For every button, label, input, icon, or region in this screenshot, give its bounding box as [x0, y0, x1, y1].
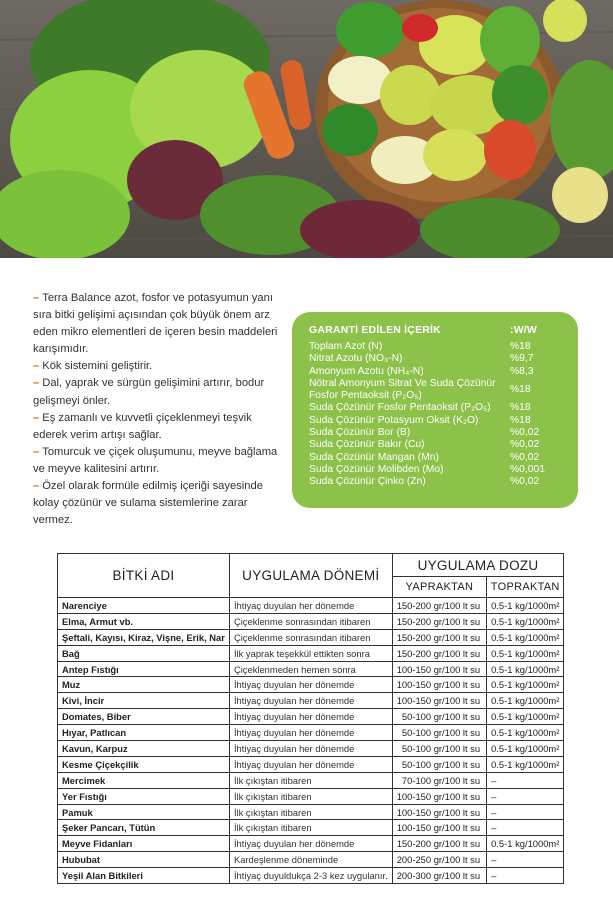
guarantee-row-name: Suda Çözünür Bakır (Cu) — [309, 439, 425, 451]
guarantee-row-value: %9,7 — [510, 353, 534, 365]
plant-cell: Narenciye — [58, 598, 230, 614]
soil-dose-cell: – — [487, 772, 564, 788]
plant-cell: Kavun, Karpuz — [58, 741, 230, 757]
soil-dose-cell: 0.5-1 kg/1000m² — [487, 741, 564, 757]
plant-cell: Kivi, İncir — [58, 693, 230, 709]
leaf-dose-cell: 100-150 gr/100 lt su — [392, 661, 486, 677]
plant-cell: Meyve Fidanları — [58, 836, 230, 852]
table-row — [58, 868, 564, 884]
plant-cell: Yer Fıstığı — [58, 788, 230, 804]
period-cell: Çiçeklenmeden hemen sonra — [229, 661, 392, 677]
period-cell: İhtiyaç duyulan her dönemde — [229, 677, 392, 693]
plant-cell: Şeker Pancarı, Tütün — [58, 820, 230, 836]
guarantee-row-name: Suda Çözünür Mangan (Mn) — [309, 451, 439, 463]
plant-cell: Yeşil Alan Bitkileri — [58, 868, 230, 884]
guarantee-row-name: Suda Çözünür Potasyum Oksit (K₂O) — [309, 414, 479, 426]
plant-cell: Mercimek — [58, 772, 230, 788]
guarantee-row-value: %0,02 — [510, 427, 540, 439]
plant-cell: Bağ — [58, 645, 230, 661]
guarantee-title: GARANTİ EDİLEN İÇERİK — [309, 324, 441, 336]
period-cell: İhtiyaç duyulan her dönemde — [229, 725, 392, 741]
table-row — [58, 852, 564, 868]
leaf-dose-cell: 150-200 gr/100 lt su — [392, 836, 486, 852]
guarantee-row — [309, 353, 562, 365]
benefit-item: – Özel olarak formüle edilmiş içeriği sayesinde kolay çözünür ve sulama sistemlerine zarar vermez. — [33, 480, 263, 527]
leaf-dose-cell: 150-200 gr/100 lt su — [392, 629, 486, 645]
guarantee-row-value: %0,02 — [510, 439, 540, 451]
plant-cell: Pamuk — [58, 804, 230, 820]
guarantee-row — [309, 402, 562, 414]
guarantee-row — [309, 378, 562, 403]
soil-dose-cell: 0.5-1 kg/1000m² — [487, 693, 564, 709]
guarantee-row-value: %0,02 — [510, 476, 540, 488]
soil-dose-cell: 0.5-1 kg/1000m² — [487, 645, 564, 661]
table-row — [58, 725, 564, 741]
guarantee-row-name: Suda Çözünür Molibden (Mo) — [309, 463, 444, 475]
soil-dose-cell: – — [487, 852, 564, 868]
table-row — [58, 661, 564, 677]
period-cell: İlk çıkıştan itibaren — [229, 788, 392, 804]
guarantee-row-name: Toplam Azot (N) — [309, 341, 383, 352]
period-cell: İlk yaprak teşekkül ettikten sonra — [229, 645, 392, 661]
leaf-dose-cell: 150-200 gr/100 lt su — [392, 645, 486, 661]
table-row — [58, 820, 564, 836]
soil-dose-cell: – — [487, 820, 564, 836]
benefits-list — [33, 290, 278, 529]
table-row — [58, 645, 564, 661]
guarantee-row-value: %18 — [510, 402, 531, 414]
leaf-dose-cell: 150-200 gr/100 lt su — [392, 598, 486, 614]
soil-dose-cell: 0.5-1 kg/1000m² — [487, 629, 564, 645]
plant-cell: Kesme Çiçekçilik — [58, 756, 230, 772]
table-row — [58, 693, 564, 709]
plant-cell: Antep Fıstığı — [58, 661, 230, 677]
period-cell: İhtiyaç duyulan her dönemde — [229, 741, 392, 757]
guarantee-row-value: %8,3 — [510, 365, 534, 377]
period-cell: İhtiyaç duyulan her dönemde — [229, 709, 392, 725]
guarantee-row-name: Suda Çözünür Bor (B) — [309, 427, 411, 439]
guarantee-unit: :W/W — [510, 324, 538, 336]
guarantee-row — [309, 366, 562, 378]
soil-dose-cell: 0.5-1 kg/1000m² — [487, 598, 564, 614]
table-row — [58, 804, 564, 820]
plant-cell: Hıyar, Patlıcan — [58, 725, 230, 741]
plant-cell: Muz — [58, 677, 230, 693]
table-body — [58, 598, 564, 884]
leaf-dose-cell: 100-150 gr/100 lt su — [392, 820, 486, 836]
guarantee-row — [309, 452, 562, 464]
guarantee-row-name: Suda Çözünür Fosfor Pentaoksit (P₂O₅) — [309, 402, 491, 414]
guarantee-row-name: Nitrat Azotu (NO₃-N) — [309, 353, 403, 365]
guarantee-row-name: Suda Çözünür Çinko (Zn) — [309, 476, 426, 488]
plant-cell: Elma, Armut vb. — [58, 613, 230, 629]
header-plant: BİTKİ ADI — [58, 554, 230, 598]
guarantee-row — [309, 439, 562, 451]
benefit-item: – Eş zamanlı ve kuvvetli çiçeklenmeyi teşvik ederek verim artışı sağlar. — [33, 411, 252, 441]
guarantee-row-value: %0,02 — [510, 451, 540, 463]
table-row — [58, 741, 564, 757]
guarantee-row-name: Amonyum Azotu (NH₄-N) — [309, 365, 424, 377]
plant-cell: Hububat — [58, 852, 230, 868]
table-row — [58, 772, 564, 788]
soil-dose-cell: 0.5-1 kg/1000m² — [487, 836, 564, 852]
leaf-dose-cell: 100-150 gr/100 lt su — [392, 677, 486, 693]
guarantee-rows — [309, 341, 562, 489]
leaf-dose-cell: 200-250 gr/100 lt su — [392, 852, 486, 868]
period-cell: İlk çıkıştan itibaren — [229, 772, 392, 788]
period-cell: İhtiyaç duyuldukça 2-3 kez uygulanır. — [229, 868, 392, 884]
benefit-item: – Tomurcuk ve çiçek oluşumunu, meyve bağlama ve meyve kalitesini artırır. — [33, 445, 278, 475]
header-period: UYGULAMA DÖNEMİ — [229, 554, 392, 598]
leaf-dose-cell: 50-100 gr/100 lt su — [392, 709, 486, 725]
guarantee-row-name: Nötral Amonyum Sitrat Ve Suda Çözünür Fosfor Pentaoksit (P₂O₅) — [309, 377, 496, 402]
leaf-dose-cell: 100-150 gr/100 lt su — [392, 788, 486, 804]
period-cell: Kardeşlenme döneminde — [229, 852, 392, 868]
soil-dose-cell: – — [487, 788, 564, 804]
table-row — [58, 836, 564, 852]
period-cell: Çiçeklenme sonrasından itibaren — [229, 629, 392, 645]
guaranteed-content-box — [292, 312, 578, 508]
application-table — [57, 553, 564, 884]
leaf-dose-cell: 150-200 gr/100 lt su — [392, 613, 486, 629]
guarantee-row-value: %18 — [510, 341, 531, 352]
period-cell: İhtiyaç duyulan her dönemde — [229, 836, 392, 852]
guarantee-row — [309, 415, 562, 427]
benefit-item: – Kök sistemini geliştirir. — [33, 360, 153, 373]
table-row — [58, 756, 564, 772]
leaf-dose-cell: 50-100 gr/100 lt su — [392, 725, 486, 741]
table-row — [58, 677, 564, 693]
guarantee-row — [309, 476, 562, 488]
leaf-dose-cell: 200-300 gr/100 lt su — [392, 868, 486, 884]
soil-dose-cell: 0.5-1 kg/1000m² — [487, 613, 564, 629]
plant-cell: Şeftali, Kayısı, Kiraz, Vişne, Erik, Nar — [58, 629, 230, 645]
period-cell: İlk çıkıştan itibaren — [229, 804, 392, 820]
benefit-item: – Terra Balance azot, fosfor ve potasyumun yanı sıra bitki gelişimi açısından çok büyük önem arz eden mikro elementleri de içeren besin maddeleri karışımıdır. — [33, 292, 278, 356]
vegetable-basket-icon — [0, 0, 613, 258]
table-row — [58, 598, 564, 614]
leaf-dose-cell: 50-100 gr/100 lt su — [392, 756, 486, 772]
period-cell: İlk çıkıştan itibaren — [229, 820, 392, 836]
leaf-dose-cell: 70-100 gr/100 lt su — [392, 772, 486, 788]
guarantee-row — [309, 427, 562, 439]
soil-dose-cell: – — [487, 804, 564, 820]
soil-dose-cell: 0.5-1 kg/1000m² — [487, 677, 564, 693]
benefit-item: – Dal, yaprak ve sürgün gelişimini artırır, bodur gelişmeyi önler. — [33, 377, 265, 407]
guarantee-row — [309, 341, 562, 353]
guarantee-row-value: %18 — [510, 414, 531, 426]
guarantee-header — [309, 324, 562, 336]
guarantee-row-value: %0,001 — [510, 463, 545, 475]
plant-cell: Domates, Biber — [58, 709, 230, 725]
leaf-dose-cell: 50-100 gr/100 lt su — [392, 741, 486, 757]
soil-dose-cell: 0.5-1 kg/1000m² — [487, 725, 564, 741]
guarantee-row — [309, 464, 562, 476]
table-row — [58, 709, 564, 725]
header-dose: UYGULAMA DOZU — [392, 554, 564, 577]
soil-dose-cell: 0.5-1 kg/1000m² — [487, 661, 564, 677]
leaf-dose-cell: 100-150 gr/100 lt su — [392, 693, 486, 709]
header-soil: TOPRAKTAN — [487, 577, 564, 598]
table-row — [58, 629, 564, 645]
guarantee-row-value: %18 — [510, 384, 531, 396]
leaf-dose-cell: 100-150 gr/100 lt su — [392, 804, 486, 820]
vegetable-basket-image — [0, 0, 613, 258]
period-cell: İhtiyaç duyulan her dönemde — [229, 756, 392, 772]
soil-dose-cell: 0.5-1 kg/1000m² — [487, 709, 564, 725]
header-leaf: YAPRAKTAN — [392, 577, 486, 598]
period-cell: İhtiyaç duyulan her dönemde — [229, 598, 392, 614]
soil-dose-cell: – — [487, 868, 564, 884]
table-row — [58, 788, 564, 804]
table-row — [58, 613, 564, 629]
period-cell: Çiçeklenme sonrasından itibaren — [229, 613, 392, 629]
period-cell: İhtiyaç duyulan her dönemde — [229, 693, 392, 709]
soil-dose-cell: 0.5-1 kg/1000m² — [487, 756, 564, 772]
